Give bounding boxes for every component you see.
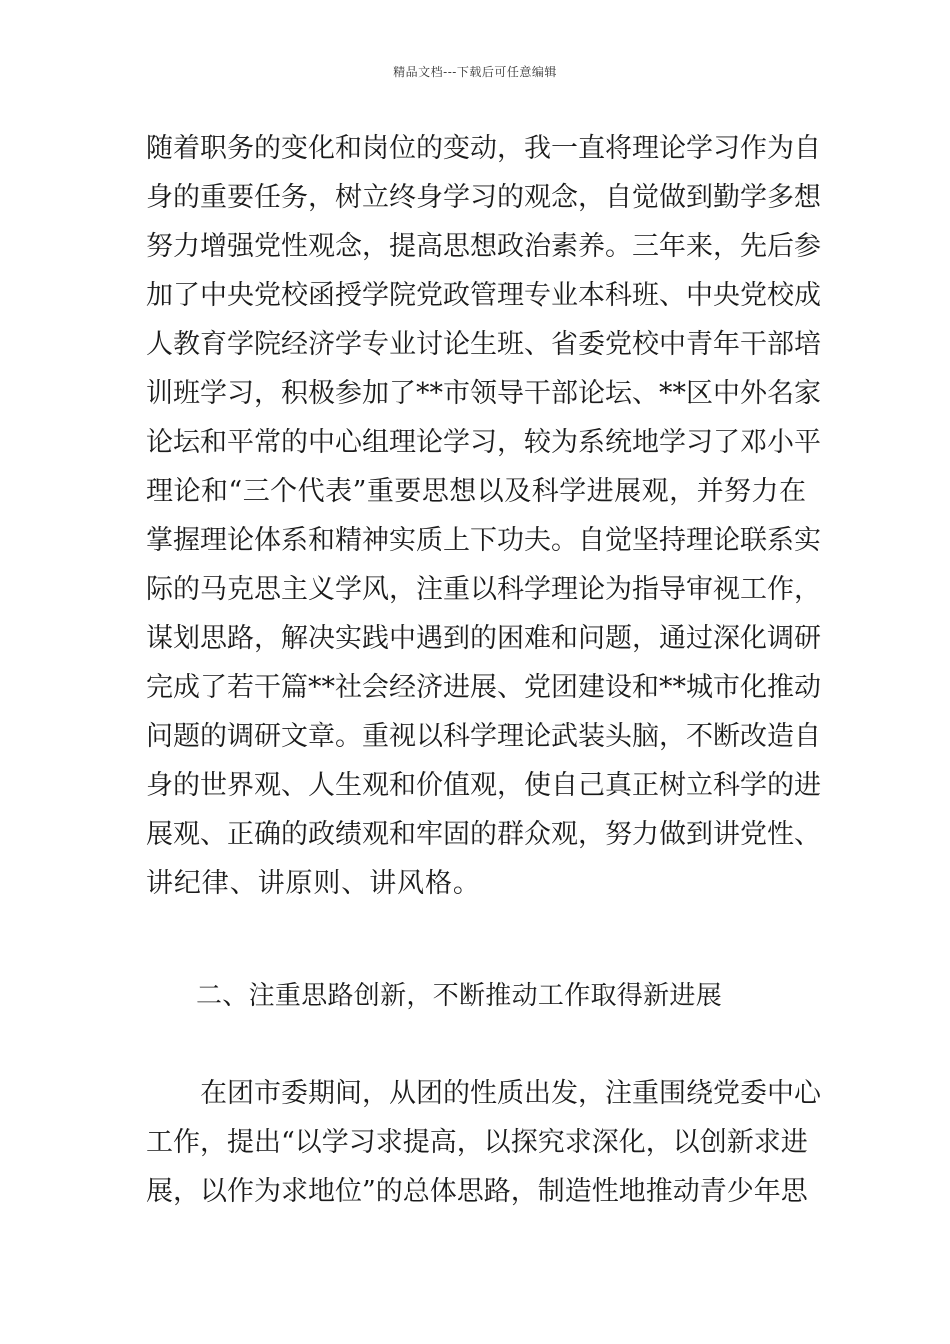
page-header: 精品文档---下载后可任意编辑 (393, 65, 557, 79)
text-line: 谋划思路，解决实践中遇到的困难和问题，通过深化调研 (146, 623, 821, 654)
text-line: 在团市委期间，从团的性质出发，注重围绕党委中心 (200, 1078, 821, 1109)
text-line: 训班学习，积极参加了**市领导干部论坛、**区中外名家 (146, 378, 821, 409)
text-line: 完成了若干篇**社会经济进展、党团建设和**城市化推动 (146, 672, 821, 703)
text-line: 展，以作为求地位”的总体思路，制造性地推动青少年思 (146, 1176, 808, 1207)
text-line: 身的重要任务，树立终身学习的观念，自觉做到勤学多想 (146, 182, 821, 213)
text-line: 身的世界观、人生观和价值观，使自己真正树立科学的进 (146, 770, 821, 801)
text-line: 理论和“三个代表”重要思想以及科学进展观，并努力在 (146, 476, 806, 507)
text-line: 问题的调研文章。重视以科学理论武装头脑，不断改造自 (146, 721, 821, 752)
text-line: 展观、正确的政绩观和牢固的群众观，努力做到讲党性、 (146, 819, 821, 850)
text-line: 讲纪律、讲原则、讲风格。 (146, 868, 481, 899)
text-line: 工作，提出“以学习求提高，以探究求深化，以创新求进 (146, 1127, 808, 1158)
text-line: 际的马克思主义学风，注重以科学理论为指导审视工作， (146, 574, 821, 605)
text-line: 掌握理论体系和精神实质上下功夫。自觉坚持理论联系实 (146, 525, 821, 556)
text-line: 论坛和平常的中心组理论学习，较为系统地学习了邓小平 (146, 427, 821, 458)
section-heading: 二、注重思路创新，不断推动工作取得新进展 (196, 981, 723, 1011)
text-line: 随着职务的变化和岗位的变动，我一直将理论学习作为自 (146, 133, 821, 164)
text-line: 加了中央党校函授学院党政管理专业本科班、中央党校成 (146, 280, 821, 311)
text-line: 努力增强党性观念，提高思想政治素养。三年来，先后参 (146, 231, 821, 262)
text-line: 人教育学院经济学专业讨论生班、省委党校中青年干部培 (146, 329, 821, 360)
